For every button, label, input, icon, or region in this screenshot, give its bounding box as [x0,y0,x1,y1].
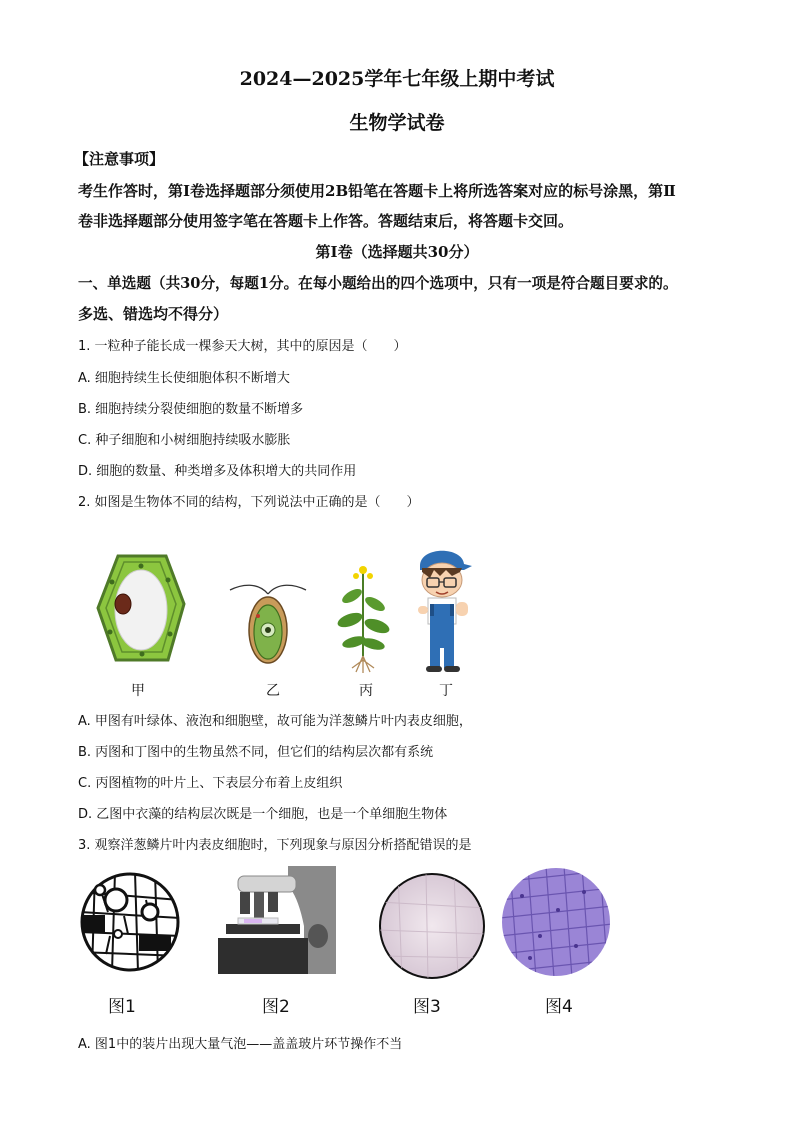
q2-option-b: B. 丙图和丁图中的生物虽然不同，但它们的结构层次都有系统 [78,745,434,760]
plant-cell-figure [96,552,186,664]
section-instruction-2: 多选、错选均不得分） [78,305,229,323]
figure-label-2: 图2 [262,997,290,1017]
figure-label-4: 图4 [545,997,573,1017]
notice-line-1: 考生作答时，第Ⅰ卷选择题部分须使用2B铅笔在答题卡上将所选答案对应的标号涂黑，第Ⅱ [78,182,676,200]
q3-option-a: A. 图1中的装片出现大量气泡——盖盖玻片环节操作不当 [78,1037,403,1052]
microscope-figure [218,866,336,974]
blurry-cells-figure [378,872,486,980]
figure-label-1: 图1 [108,997,136,1017]
exam-subtitle: 生物学试卷 [349,112,445,134]
exam-title: 2024—2025学年七年级上期中考试 [239,68,555,90]
stained-cells-figure [500,866,612,978]
q3-stem: 3. 观察洋葱鳞片叶内表皮细胞时，下列现象与原因分析搭配错误的是 [78,838,472,853]
notice-heading: 【注意事项】 [74,150,165,168]
q1-option-b: B. 细胞持续分裂使细胞的数量不断增多 [78,402,304,417]
figure-label-jia: 甲 [131,683,145,699]
q1-option-a: A. 细胞持续生长使细胞体积不断增大 [78,371,290,386]
q2-option-d: D. 乙图中衣藻的结构层次既是一个细胞，也是一个单细胞生物体 [78,807,448,822]
figure-label-bing: 丙 [359,683,373,699]
q1-option-d: D. 细胞的数量、种类增多及体积增大的共同作用 [78,464,357,479]
figure-label-yi: 乙 [266,683,280,699]
q1-stem: 1. 一粒种子能长成一棵参天大树，其中的原因是（ ） [78,339,407,354]
microscope-bubbles-figure [80,872,180,972]
section-instruction-1: 一、单选题（共30分，每题1分。在每小题给出的四个选项中，只有一项是符合题目要求的。 [78,275,678,292]
figure-label-ding: 丁 [439,683,453,699]
q2-option-a: A. 甲图有叶绿体、液泡和细胞壁，故可能为洋葱鳞片叶内表皮细胞， [78,714,472,729]
cartoon-boy-figure [410,544,476,674]
figure-label-3: 图3 [413,997,441,1017]
flowering-plant-figure [334,564,392,674]
notice-line-2: 卷非选择题部分使用签字笔在答题卡上作答。答题结束后，将答题卡交回。 [78,212,574,230]
q2-option-c: C. 丙图植物的叶片上、下表层分布着上皮组织 [78,776,343,791]
q2-stem: 2. 如图是生物体不同的结构，下列说法中正确的是（ ） [78,495,420,510]
chlamydomonas-figure [228,580,308,668]
part1-title: 第Ⅰ卷（选择题共30分） [315,243,479,261]
q1-option-c: C. 种子细胞和小树细胞持续吸水膨胀 [78,433,291,448]
